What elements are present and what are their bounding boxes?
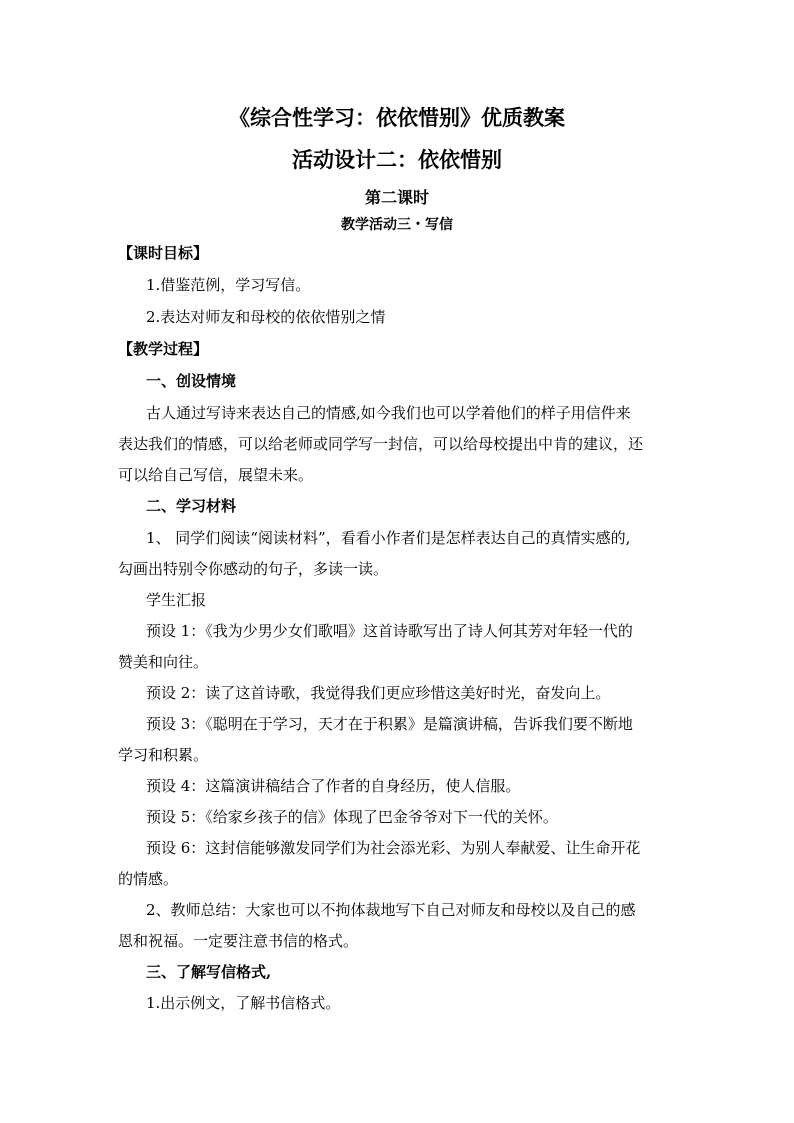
preset-line: 预设 4：这篇演讲稿结合了作者的自身经历，使人信服。: [146, 777, 521, 795]
paragraph-line: 古人通过写诗来表达自己的情感,如今我们也可以学着他们的样子用信件来: [146, 404, 631, 422]
goals-heading: 【课时目标】: [118, 244, 209, 262]
goal-item: 2.表达对师友和母校的依依惜别之情: [146, 308, 386, 326]
paragraph-line: 可以给自己写信，展望未来。: [118, 466, 314, 484]
section-heading: 一、创设情境: [146, 372, 237, 390]
goal-item: 1.借鉴范例，学习写信。: [146, 276, 311, 294]
activity-subheading: 教学活动三・写信: [341, 217, 453, 233]
preset-line: 预设 2：读了这首诗歌，我觉得我们更应珍惜这美好时光，奋发向上。: [146, 684, 611, 702]
preset-line: 预设 1：《我为少男少女们歌唱》这首诗歌写出了诗人何其芳对年轻一代的: [146, 622, 633, 640]
section-heading: 二、学习材料: [146, 497, 237, 515]
section-heading: 三、了解写信格式,: [146, 963, 272, 981]
preset-line: 预设 5：《给家乡孩子的信》体现了巴金爷爷对下一代的关怀。: [146, 808, 558, 826]
process-heading: 【教学过程】: [118, 340, 209, 358]
activity-design-heading: 活动设计二：依依惜别: [292, 147, 502, 172]
preset-line: 赞美和向往。: [118, 653, 209, 671]
lesson-heading: 第二课时: [364, 188, 429, 207]
preset-line: 预设 6：这封信能够激发同学们为社会添光彩、为别人奉献爱、让生命开花: [146, 839, 641, 857]
paragraph-line: 勾画出特别令你感动的句子，多读一读。: [118, 560, 389, 578]
paragraph-line: 1.出示例文，了解书信格式。: [146, 994, 341, 1012]
paragraph-line: 1、 同学们阅读“阅读材料”，看看小作者们是怎样表达自己的真情实感的,: [146, 529, 631, 547]
preset-line: 学习和积累。: [118, 746, 209, 764]
student-report-label: 学生汇报: [146, 591, 207, 609]
preset-line: 的情感。: [118, 870, 179, 888]
preset-line: 预设 3：《聪明在于学习，天才在于积累》是篇演讲稿，告诉我们要不断地: [146, 715, 633, 733]
document-title: 《综合性学习：依依惜别》优质教案: [229, 105, 565, 130]
teacher-summary-line: 恩和祝福。一定要注意书信的格式。: [118, 932, 359, 950]
teacher-summary-line: 2、教师总结：大家也可以不拘体裁地写下自己对师友和母校以及自己的感: [146, 901, 636, 919]
paragraph-line: 表达我们的情感，可以给老师或同学写一封信，可以给母校提出中肯的建议，还: [118, 435, 644, 453]
